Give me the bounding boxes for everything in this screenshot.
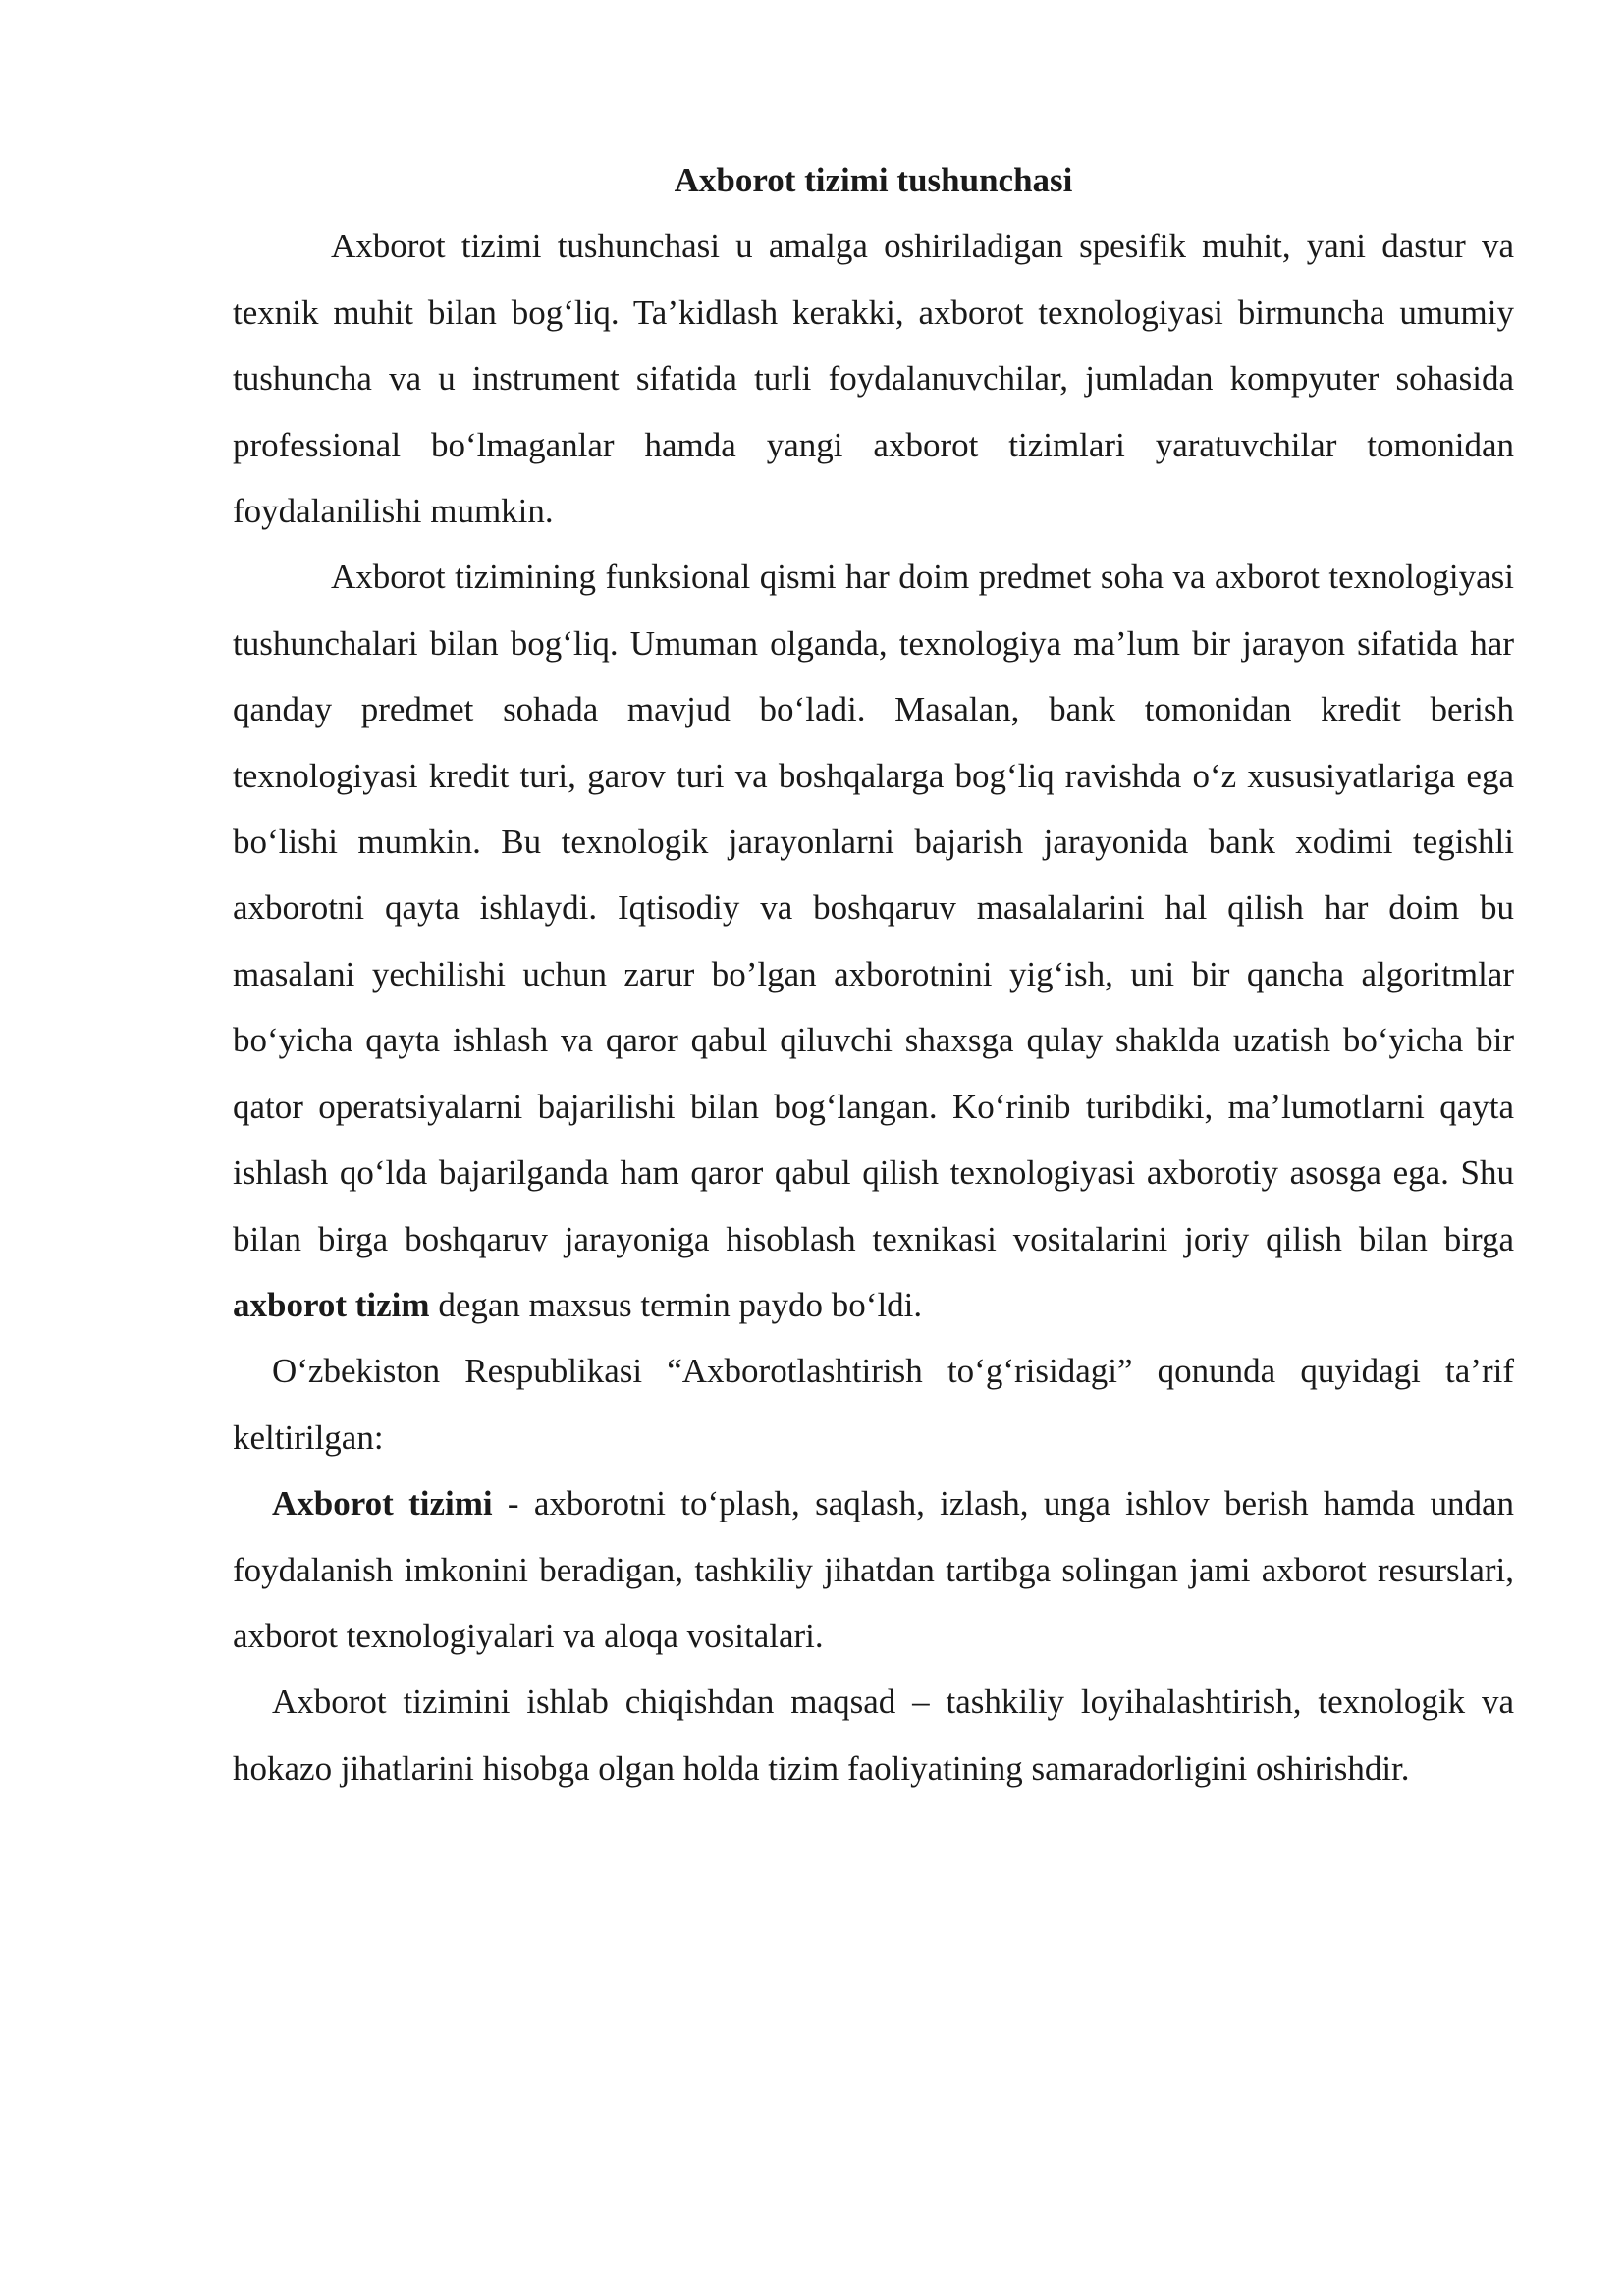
paragraph-1: Axborot tizimi tushunchasi u amalga oshiriladigan spesifik muhit, yani dastur va texnik muhit bilan bog‘liq. Ta’kidlash kerakki, axborot texnologiyasi birmuncha umumiy tushuncha va u instrument sifatida turli foydalanuvchilar, jumladan kompyuter sohasida professional bo‘lmaganlar hamda yangi axborot tizimlari yaratuvchilar tomonidan foydalanilishi mumkin. <box>233 227 1514 531</box>
paragraph-4-definition <box>233 1470 1514 1669</box>
paragraph-2-bold-term: axborot tizim <box>233 1285 430 1324</box>
document-body <box>233 147 1514 1801</box>
paragraph-2-text-end: degan maxsus termin paydo bo‘ldi. <box>429 1285 923 1324</box>
paragraph-3: O‘zbekiston Respublikasi “Axborotlashtirish to‘g‘risidagi” qonunda quyidagi ta’rif keltirilgan: <box>233 1352 1514 1457</box>
paragraph-5: Axborot tizimini ishlab chiqishdan maqsad – tashkiliy loyihalashtirish, texnologik va hokazo jihatlarini hisobga olgan holda tizim faoliyatining samaradorligini oshirishdir. <box>233 1682 1514 1788</box>
document-title: Axborot tizimi tushunchasi <box>674 161 1073 199</box>
paragraph-2 <box>233 544 1514 1338</box>
definition-text: - axborotni to‘plash, saqlash, izlash, unga ishlov berish hamda undan foydalanish imkonini beradigan, tashkiliy jihatdan tartibga solingan jami axborot resurslari, axborot texnologiyalari va aloqa vositalari. <box>233 1484 1514 1655</box>
paragraph-2-text-start: Axborot tizimining funksional qismi har doim predmet soha va axborot texnologiyasi tushunchalari bilan bog‘liq. Umuman olganda, texnologiya ma’lum bir jarayon sifatida har qanday predmet sohada mavjud bo‘ladi. Masalan, bank tomonidan kredit berish texnologiyasi kredit turi, garov turi va boshqalarga bog‘liq ravishda o‘z xususiyatlariga ega bo‘lishi mumkin. Bu texnologik jarayonlarni bajarish jarayonida bank xodimi tegishli axborotni qayta ishlaydi. Iqtisodiy va boshqaruv masalalarini hal qilish har doim bu masalani yechilishi uchun zarur bo’lgan axborotnini yig‘ish, uni bir qancha algoritmlar bo‘yicha qayta ishlash va qaror qabul qiluvchi shaxsga qulay shaklda uzatish bo‘yicha bir qator operatsiyalarni bajarilishi bilan bog‘langan. Ko‘rinib turibdiki, ma’lumotlarni qayta ishlash qo‘lda bajarilganda ham qaror qabul qilish texnologiyasi axborotiy asosga ega. Shu bilan birga boshqaruv jarayoniga hisoblash texnikasi vositalarini joriy qilish bilan birga <box>233 558 1514 1258</box>
definition-term: Axborot tizimi <box>272 1484 493 1523</box>
